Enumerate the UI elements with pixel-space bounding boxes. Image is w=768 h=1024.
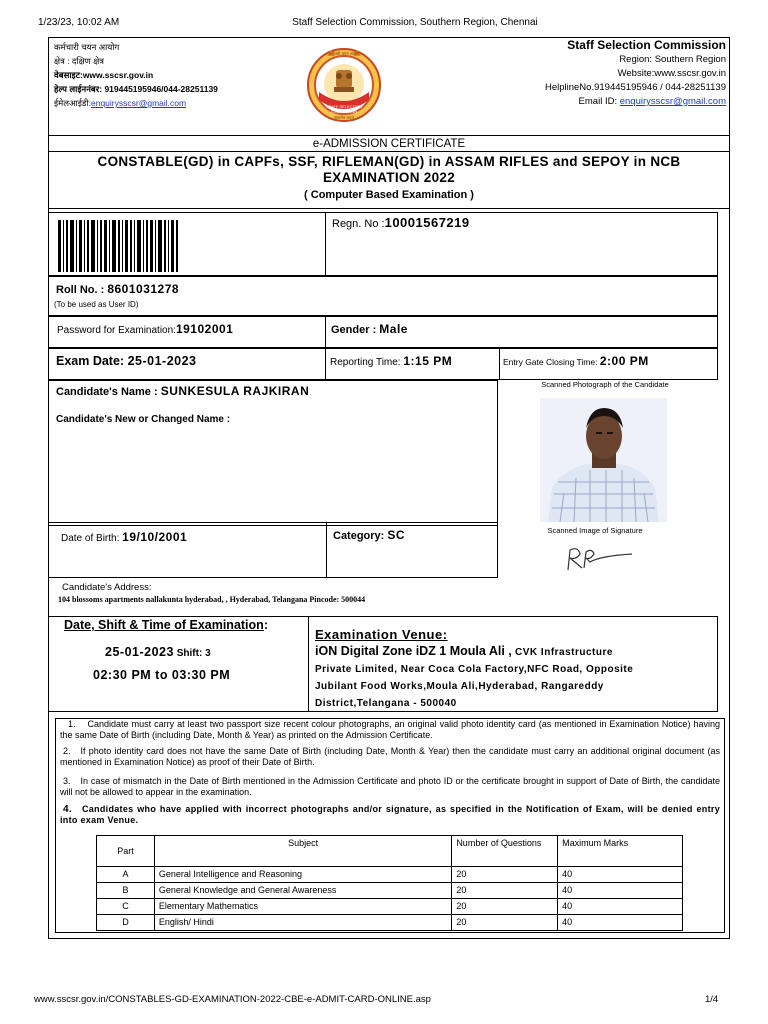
dob-field (61, 528, 187, 546)
print-url[interactable]: www.sscsr.gov.in/CONSTABLES-GD-EXAMINATION-2022-CBE-e-ADMIT-CARD-ONLINE.asp (34, 994, 431, 1005)
logo-top-text: कर्मचारी चयन आयोग (328, 51, 360, 56)
barcode-icon (58, 220, 178, 272)
candidate-name-value: SUNKESULA RAJKIRAN (160, 384, 310, 398)
certificate-type: e-ADMISSION CERTIFICATE (312, 138, 466, 150)
roll-label: Roll No. : (56, 284, 108, 296)
header-english-block (480, 38, 726, 109)
logo-bottom-text: सत्यमेव जयते (334, 115, 354, 120)
table-row (97, 883, 683, 899)
header-questions: Number of Questions (452, 836, 558, 867)
hindi-helpline: हेल्प लाईननंबर: 919445195946/044-28251139 (54, 84, 218, 94)
instruction-3-num: 3. (63, 776, 71, 786)
regn-label: Regn. No : (332, 218, 385, 230)
reporting-time-value: 1:15 PM (403, 354, 453, 368)
hindi-email-link[interactable]: enquirysscsr@gmail.com (91, 98, 187, 108)
gate-closing-label: Entry Gate Closing Time: (503, 357, 600, 367)
venue-address (315, 642, 715, 712)
instruction-3-text: In case of mismatch in the Date of Birth mentioned in the Admission Certificate and photo ID or the certificate brought in support of Date of Birth, the candidate will not be allowed to appear in the examination. (60, 776, 720, 797)
candidate-name-label: Candidate's Name : (56, 386, 161, 398)
instruction-1 (60, 719, 720, 741)
header-website: Website:www.sscsr.gov.in (617, 68, 726, 79)
gender-value: Male (379, 322, 408, 336)
print-page-count: 1/4 (705, 994, 719, 1005)
table-row (97, 899, 683, 915)
hindi-region: क्षेत्र : दक्षिण क्षेत्र (54, 56, 104, 66)
row-subject: Elementary Mathematics (154, 899, 451, 915)
header-commission-title: Staff Selection Commission (567, 38, 726, 52)
header-part: Part (97, 836, 155, 867)
hindi-commission-name: कर्मचारी चयन आयोग (54, 42, 120, 52)
header-email-link[interactable]: enquirysscsr@gmail.com (619, 96, 726, 107)
instruction-1-num: 1. (68, 719, 76, 729)
dob-value: 19/10/2001 (122, 530, 188, 544)
subject-table-header (97, 836, 683, 867)
roll-number: 8601031278 (107, 282, 180, 296)
password-label: Password for Examination: (57, 325, 176, 336)
schedule-shift-value: 3 (205, 648, 211, 659)
instruction-4 (60, 804, 720, 826)
schedule-date-shift (105, 643, 211, 661)
schedule-heading-colon: : (263, 618, 268, 632)
venue-line2: Private Limited, Near Coca Cola Factory,NFC Road, Opposite (315, 664, 634, 675)
exam-title: CONSTABLE(GD) in CAPFs, SSF, RIFLEMAN(GD) in ASSAM RIFLES and SEPOY in NCB EXAMINATION 2022 (97, 154, 681, 185)
signature-caption: Scanned Image of Signature (547, 526, 643, 535)
reporting-time-label: Reporting Time: (330, 357, 404, 368)
row-subject: General Intelligence and Reasoning (154, 867, 451, 883)
row-part: B (97, 883, 155, 899)
roll-field (56, 280, 179, 298)
exam-mode: ( Computer Based Examination ) (304, 189, 474, 201)
row-part: C (97, 899, 155, 915)
exam-date-value: 25-01-2023 (127, 354, 197, 368)
signature-icon (560, 542, 640, 572)
exam-date-label: Exam Date: (56, 354, 128, 368)
gender-label: Gender : (331, 324, 380, 336)
row-questions: 20 (452, 899, 558, 915)
venue-line4: District,Telangana - 500040 (315, 698, 457, 709)
instruction-4-text: Candidates who have applied with incorrect photographs and/or signature, as specified in the Notification of Exam, will be denied entry into exam Venue. (60, 804, 720, 825)
hindi-email-label: ईमेलआईडी: (54, 98, 91, 108)
header-email-label: Email ID: (578, 96, 620, 107)
category-value: SC (387, 528, 406, 542)
table-row (97, 915, 683, 931)
print-page-title: Staff Selection Commission, Southern Region, Chennai (292, 17, 538, 28)
row-questions: 20 (452, 915, 558, 931)
password-value: 19102001 (175, 322, 234, 336)
schedule-heading-block (64, 618, 268, 632)
instruction-4-num: 4. (63, 804, 72, 815)
row-part: D (97, 915, 155, 931)
venue-name: iON Digital Zone iDZ 1 Moula Ali , (315, 644, 512, 658)
header-helpline: HelplineNo.919445195946 / 044-28251139 (544, 82, 726, 93)
table-row (97, 867, 683, 883)
dob-label: Date of Birth: (61, 533, 123, 544)
row-part: A (97, 867, 155, 883)
address-label: Candidate's Address: (62, 582, 152, 593)
row-questions: 20 (452, 867, 558, 883)
category-label: Category: (333, 530, 388, 542)
instruction-3 (60, 776, 720, 798)
schedule-time: 02:30 PM to 03:30 PM (93, 668, 231, 682)
regn-number: 10001567219 (384, 215, 470, 230)
barcode (58, 220, 178, 272)
header-hindi-block (54, 40, 218, 110)
candidate-photo-icon (540, 398, 667, 522)
header-region: Region: Southern Region (619, 54, 726, 65)
hindi-website: वेबसाइट:www.sscsr.gov.in (54, 70, 154, 80)
venue-line1: CVK Infrastructure (511, 647, 613, 658)
changed-name-label: Candidate's New or Changed Name : (56, 414, 231, 425)
schedule-date: 25-01-2023 (105, 645, 174, 659)
gate-closing-field (503, 352, 649, 370)
header-subject: Subject (154, 836, 451, 867)
row-marks: 40 (558, 867, 683, 883)
category-field (333, 526, 405, 544)
candidate-photo (540, 398, 667, 522)
logo-ribbon-text: STAFF SELECTION COMMISSION (325, 104, 363, 114)
instruction-2 (60, 746, 720, 768)
password-field (57, 320, 233, 338)
address-value: 104 blossoms apartments nallakunta hyderabad, , Hyderabad, Telangana Pincode: 500044 (58, 595, 366, 604)
gate-closing-value: 2:00 PM (599, 354, 649, 368)
gender-field (331, 320, 408, 338)
candidate-name-field (56, 382, 309, 400)
exam-date-field (56, 352, 197, 370)
row-marks: 40 (558, 899, 683, 915)
schedule-shift-label: Shift: (173, 648, 206, 659)
row-marks: 40 (558, 883, 683, 899)
row-marks: 40 (558, 915, 683, 931)
header-marks: Maximum Marks (558, 836, 683, 867)
regn-field (332, 214, 470, 232)
candidate-signature (560, 542, 640, 572)
row-subject: General Knowledge and General Awareness (154, 883, 451, 899)
roll-note: (To be used as User ID) (54, 300, 139, 309)
venue-heading: Examination Venue: (315, 627, 448, 642)
schedule-heading: Date, Shift & Time of Examination (64, 618, 264, 632)
reporting-time-field (330, 352, 452, 370)
instruction-1-text: Candidate must carry at least two passport size recent colour photographs, an original valid photo identity card (as mentioned in Examination Notice) having the same Date of Birth (including Date, Month & Year) as printed on the Admission Certificate. (60, 719, 720, 740)
instruction-2-num: 2. (63, 746, 71, 756)
row-subject: English/ Hindi (154, 915, 451, 931)
ssc-emblem-logo (305, 46, 383, 124)
photo-caption: Scanned Photograph of the Candidate (541, 380, 669, 389)
venue-line3: Jubilant Food Works,Moula Ali,Hyderabad, Rangareddy (315, 681, 604, 692)
row-questions: 20 (452, 883, 558, 899)
subject-table (96, 835, 683, 931)
print-datetime: 1/23/23, 10:02 AM (38, 17, 120, 28)
instruction-2-text: If photo identity card does not have the same Date of Birth (including Date, Month & Year) then the candidate must carry an additional original document (as mentioned in Examination Notice) as proof of their Date of Birth. (60, 746, 720, 767)
